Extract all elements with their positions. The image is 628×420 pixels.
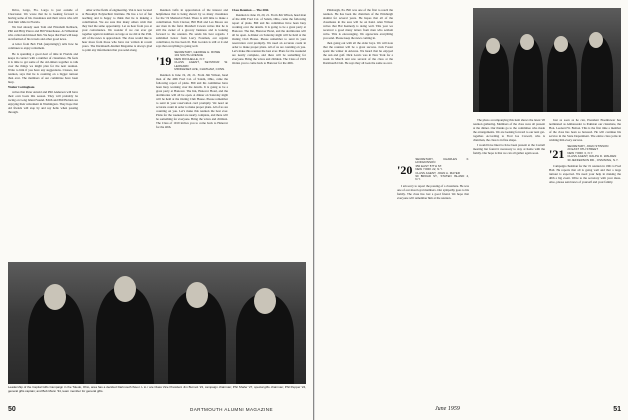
right-column-1: [323, 8, 393, 368]
group-photo: [8, 262, 306, 384]
paragraph: We had already seen Tom and Elizabeth Rebbeck, Phil and Bitty Pierce and Bill Waterhouse. Al Silberman who called and missed him. We hope that Paul will keep us informed of his travels and other good news.: [8, 25, 78, 42]
issue-date: June 1959: [435, 406, 460, 412]
left-column-3: [156, 8, 228, 256]
person-head: [114, 276, 136, 302]
class-officers: SECRETARY, JOHN STINSON 20 EAST 9TH STREET NEW YORK 3, N.Y. CLASS AGENT, RALPH D. WALDEN 30 JEFFERSON RD., OSSINING, N.Y.: [567, 144, 619, 162]
left-column-1: [8, 8, 78, 256]
paragraph: other active fields of engineering. Van is now located at Brooklyn Polytechnic Institute. He has a lot of fun teaching and is happy to think that he is making a contribution. We are sure that many others wish that they had the same opportunity. Let us hear from you at your convenience. We wonder if we can ever get together again in numbers as large as we did at the 25th. All of the news is appreciated. The class would like to hear more from those who have not written in recent years. The Dartmouth Alumni Magazine is always glad to print any information that you send along.: [82, 8, 152, 52]
subheading: Class Reunion — The 40th: [232, 8, 269, 12]
left-column-2: [82, 8, 152, 256]
paragraph: I would have liked to have been present at the Cornell meeting but found it necessary to stay at home with the family. Our hope is that we can all gather again soon.: [473, 143, 545, 156]
page-number: 51: [613, 405, 621, 413]
right-column-4: [549, 118, 621, 388]
reunion-photo: [473, 8, 621, 112]
person-head: [554, 36, 568, 52]
paragraph: Drive, Largo, Fla. Largo is just outside of Clearwater. We wrote that he is looking forward to having some of his classmates and their wives who will visit him while in Florida.: [8, 8, 78, 24]
class-number: '20: [397, 162, 413, 177]
paragraph: Just as soon as he can, President Eisenhower has nominated as Ambassador to Pakistan our classmate, the Hon. Leonard W. Bolton. This is the first time a member of the class has been so honored. He will continue his service in the State Department. The entire class joins in wishing him every success.: [549, 118, 621, 142]
class-officers: SECRETARY, CHARLES F. HODGKINSON 350 EAST 57TH ST. NEW YORK 22, N.Y. CLASS AGENT, JOHN A. MAYER 90 BROAD ST., STATEN ISLAND 4, N.Y.: [415, 157, 469, 182]
person-head: [254, 288, 276, 314]
paragraph: Campaign chairman for the '21 reunion in 1961 is Fred Hall. He reports that all is going well and that a large turnout is expected. We need your help in making the 40th a big event. Write to the secretary with your ideas. Also, please send news of yourself and your family.: [549, 164, 621, 185]
paragraph: Reunion is June 19, 20, 21. From Jim Wilson, head man of the 40th Fred Col. of Salem, Ohio, came the following report of plans. Bill and his committee have been busy working over the details. It is going to be a great party at Hanover. The Inn, Hanover Hotel, and the dormitories will all be open. A dinner on Saturday night will be held at the Outing Club House. Please remember to send in your reservation card promptly. We need an accurate count in order to make proper plans. All of us are counting on you. Let's make this reunion the best ever. Plans for the weekend are nearly complete, and there will be something for everyone. Bring the wives and children. The Class of 1919 invites you to come back to Hanover for the 40th.: [232, 13, 306, 66]
paragraph: Pittsburgh, Pa. Bill was one of the first to reach the reunion. He has been the chairman of the Pittsburgh alumni for several years. He hopes that all of the classmates in the area will be on hand. Alan Wilson writes that Hal Kennedy is doing well. This year we received a good many letters from men who seldom write. This is encouraging. We appreciate everything you send. Please keep the news coming in.: [323, 8, 393, 40]
right-column-2: [397, 8, 469, 368]
person-head: [589, 32, 603, 48]
class-number: '19: [156, 54, 172, 69]
right-footer: [315, 404, 628, 414]
paragraph: The photo accompanying this item shows the latest '20 reunion gathering. Members of the class were all present at the dinner. Our thanks go to the committee who made the arrangements. We are looking forward to our next get-together. According to Fred Joe Crowell, who is chairman, the class is in fine shape.: [473, 118, 545, 142]
class-21-heading: [549, 145, 621, 162]
paragraph: Reunion Gifts in appreciation of the interest and helpfulness that is being shown by so many classmates for the '19 Memorial Fund. There is still time to make a contribution. Tom Cleaver, Bill Hall and Les Moore are our men in the field. Marshall Cowan writes that he is still the owner of a grocery business and is looking forward to the reunion. He sends his best regards. I submitted below from Larry Foreman, our regular contributor, he has been ill. Bob Gordon is still at it and says that everything is going well.: [156, 8, 228, 48]
paragraph: Reunion is June 19, 20, 21. From Jim Wilson, head man of the 40th Fred Col. of Salem, Ohio, came the following report of plans. Bill and his committee have been busy working over the details. It is going to be a great party at Hanover. The Inn, Hanover Hotel, and the dormitories will all be open. A dinner on Saturday night will be held at the Outing Club House. Please remember to send in your reservation card promptly. We need an accurate count in order to make proper plans. All of us are counting on you. Let's make this reunion the best ever. Plans for the weekend are nearly complete, and there will be something for everyone. Bring the wives and children. The Class of 1919 invites you to come back to Hanover for the 40th.: [156, 73, 228, 130]
photo-caption: Leadership of the Capital Gifts Campaign in the Toledo, Ohio, area has a decided Dartmouth flavor. L to r are Class Vice President Jim Burnett '23, campaign chairman; Phil Shafer '27, special gifts chairman; Phil Pepper '24, general gifts captain; and Bob Mann '34, team member for general gifts.: [8, 385, 306, 393]
right-column-3: [473, 118, 545, 388]
right-page: [314, 0, 628, 420]
page-number: 50: [8, 405, 16, 413]
class-officers: SECRETARY, GEORGE H. ROWE 101 SOUTH AVENUE NEW ROCHELLE, N.Y. CLASS AGENT, SEYMOUR W. LEONARD MIDDLESEX AVE, CHATHAM, CONN.: [174, 50, 228, 72]
paragraph: writes that Peter Arnold and Phil Anderson will have their own boats this season. They will probably be racing on Long Island Sound. Edith and Phil Holden are enjoying their retirement in Washington. They hope that old friends will stop by and say hello when passing through.: [8, 89, 78, 114]
left-column-4: [232, 8, 306, 256]
person-head: [186, 282, 208, 308]
person-head: [520, 34, 534, 50]
paragraph: He is spending a good deal of time in Florida and keeps in contact with a number of classmates. He feels it is time to get some of the old-timers together to talk over the things we might plan for the next reunion. Write to him if you have any suggestions. Classes, last reunion, says that he is counting on a bigger turnout than ever. The members of our committee have been busy.: [8, 51, 78, 84]
subheading: Walter Cottingham: [8, 84, 35, 89]
paragraph: I am sorry to report the passing of a classmate. He was one of our most loyal members. Our sympathy goes to his family. The class has lost a good friend. We hope that everyone will remember him at the reunion.: [397, 183, 469, 200]
left-footer: [0, 404, 314, 414]
person-head: [44, 284, 66, 310]
class-number: '21: [549, 146, 565, 161]
class-19-heading: [156, 51, 228, 71]
magazine-title: DARTMOUTH ALUMNI MAGAZINE: [190, 406, 273, 412]
paragraph: then going out with all the older boys. We will note that the reunion will be a great success. Jack Foster spent the winter in Arizona. We heard that he enjoyed the sun and golf. Dick Lewis was in New York for a week in March and saw several of the class at the Dartmouth Club. He says they all look the same as ever.: [323, 41, 393, 66]
paragraph: A letter from Bob Fish (surprisingly) tells how he continues to enjoy retirement.: [8, 42, 78, 51]
class-20-heading: [397, 158, 469, 182]
person-head: [486, 38, 500, 54]
